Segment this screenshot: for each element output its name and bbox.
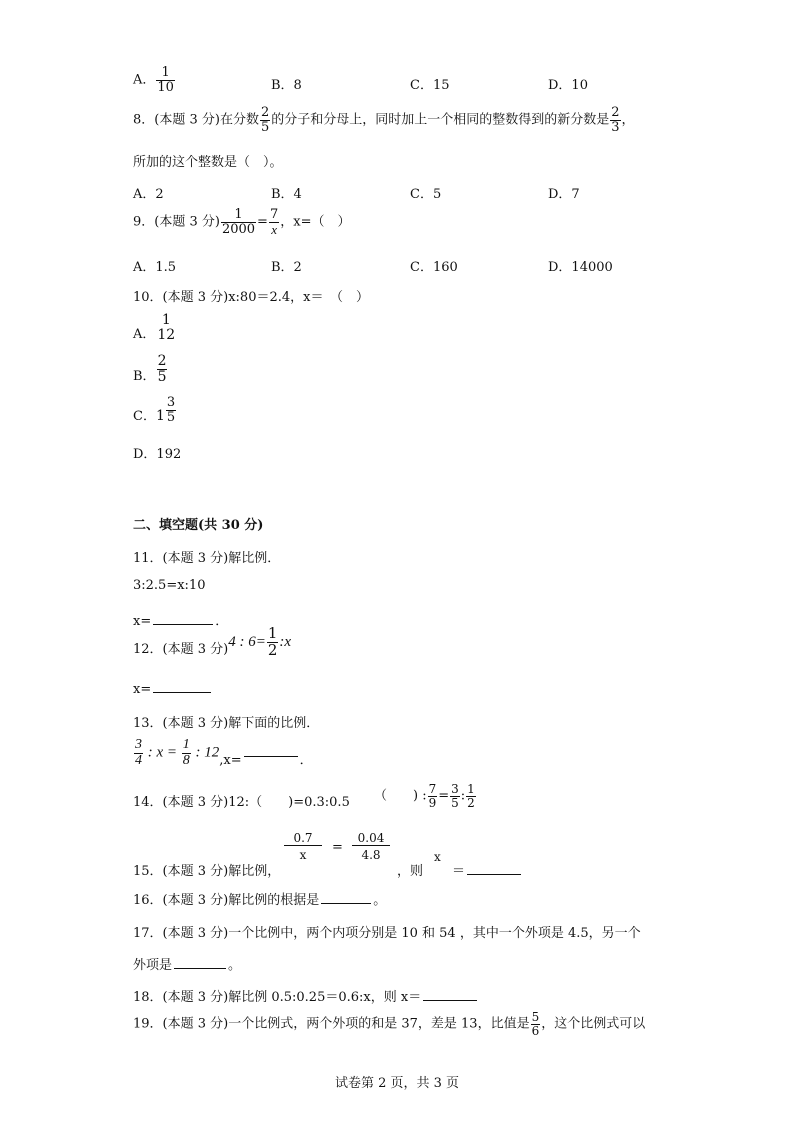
q10-stem: 10．(本题 3 分)x:80＝2.4，x＝ （ ） (133, 290, 369, 305)
q10-option-c: C．1 $\frac{3}{5}$ (133, 395, 176, 425)
q15-prefix: 15．(本题 3 分)解比例， (133, 864, 281, 879)
q10-option-b: B． $\frac{2}{5}$ (133, 353, 167, 385)
q7-option-d: D．10 (548, 78, 588, 93)
q10-option-a-fraction: 1 12 (157, 312, 176, 343)
q17-stem-line2: 外项是 。 (133, 958, 242, 973)
q15-fraction-1: 0.7 x (284, 831, 322, 862)
q18-stem: 18．(本题 3 分)解比例 0.5:0.25＝0.6:x，则 x＝ (133, 986, 479, 1005)
q13-fraction-2: $\frac{1}{8}$ (182, 737, 190, 768)
q14-fraction-1: $\frac{7}{9}$ (428, 782, 437, 810)
q13-fraction-1: $\frac{3}{4}$ (135, 737, 142, 768)
page-footer: 试卷第 2 页，共 3 页 (334, 1076, 460, 1091)
q15-then: ，则 (397, 864, 424, 879)
q13-equation: $\frac{3}{4}$ : x = $\frac{1}{8}$ : 12,x= ． (135, 737, 313, 769)
q12-fraction: $\frac{1}{2}$ (267, 624, 278, 659)
q8-option-a: A．2 (133, 187, 164, 202)
q16-stem: 16．(本题 3 分)解比例的根据是 。 (133, 893, 387, 908)
q8-option-c: C．5 (410, 187, 442, 202)
q9-fraction-2: $\frac{7}{x}$ (269, 207, 279, 237)
q10-option-d: D．192 (133, 447, 182, 462)
q15-answer-blank[interactable] (467, 873, 521, 875)
q15-answer: ＝ (452, 860, 523, 879)
q13-answer-blank[interactable] (244, 755, 298, 757)
q19-stem: 19．(本题 3 分)一个比例式，两个外项的和是 37，差是 13，比值是 $\frac{5}{6}$ ，这个比例式可以 (133, 1010, 646, 1038)
q15-x: x (434, 850, 441, 864)
q8-option-b: B．4 (271, 187, 302, 202)
q14-fraction-2: $\frac{3}{5}$ (451, 782, 459, 810)
q11-stem: 11．(本题 3 分)解比例． (133, 551, 281, 566)
q14-part1: 14．(本题 3 分)12:（ )=0.3:0.5 (133, 795, 350, 810)
q10-option-a: A． 1 12 (133, 312, 176, 343)
q14-part2: （ ) : $\frac{7}{9}$ = $\frac{3}{5}$ : $\frac{1}{2}$ (374, 782, 475, 810)
q18-answer-blank[interactable] (423, 999, 477, 1001)
q9-option-b: B．2 (271, 260, 302, 275)
q9-option-a: A．1.5 (133, 260, 177, 275)
q11-answer: x= ． (133, 614, 229, 629)
q11-equation: 3:2.5=x:10 (133, 578, 206, 593)
q17-stem-line1: 17．(本题 3 分)一个比例中，两个内项分别是 10 和 54 ，其中一个外项是 4.5，另一个 (133, 926, 641, 941)
q8-fraction-2: $\frac{2}{3}$ (611, 105, 620, 135)
q7-option-c: C．15 (410, 78, 450, 93)
q12-stem: 12．(本题 3 分)4 : 6= $\frac{1}{2}$ :x (133, 624, 292, 659)
q9-stem: 9．(本题 3 分) $\frac{1}{2000}$ = $\frac{7}{x}$ ，x=（ ） (133, 207, 351, 237)
q7-option-b: B．8 (271, 78, 302, 93)
q12-answer-blank[interactable] (153, 691, 211, 693)
q11-answer-blank[interactable] (153, 623, 213, 625)
q9-option-c: C．160 (410, 260, 458, 275)
q17-answer-blank[interactable] (174, 967, 226, 969)
q10-option-b-fraction: $\frac{2}{5}$ (157, 353, 167, 385)
section-2-title: 二、填空题(共 30 分) (133, 518, 264, 533)
q12-answer: x= (133, 682, 213, 697)
q19-fraction: $\frac{5}{6}$ (531, 1010, 540, 1038)
q15-fraction-2: 0.04 4.8 (352, 831, 390, 862)
q10-option-c-fraction: $\frac{3}{5}$ (166, 395, 176, 425)
q7-option-a-fraction: $\frac{1}{10}$ (157, 65, 174, 95)
q8-fraction-1: $\frac{2}{5}$ (260, 105, 270, 135)
q15-equals: = (332, 840, 343, 855)
q9-option-d: D．14000 (548, 260, 613, 275)
q9-fraction-1: $\frac{1}{2000}$ (221, 207, 256, 237)
q14-fraction-3: $\frac{1}{2}$ (467, 782, 475, 810)
q16-answer-blank[interactable] (321, 902, 371, 904)
q13-stem: 13．(本题 3 分)解下面的比例． (133, 716, 320, 731)
q8-stem-line2: 所加的这个整数是（ ）。 (133, 155, 283, 170)
q8-stem: 8．(本题 3 分)在分数 $\frac{2}{5}$ 的分子和分母上，同时加上一个相同的整数得到的新分数是 $\frac{2}{3}$ ， (133, 105, 635, 135)
q7-option-a: A． $\frac{1}{10}$ (133, 65, 174, 95)
q8-option-d: D．7 (548, 187, 580, 202)
